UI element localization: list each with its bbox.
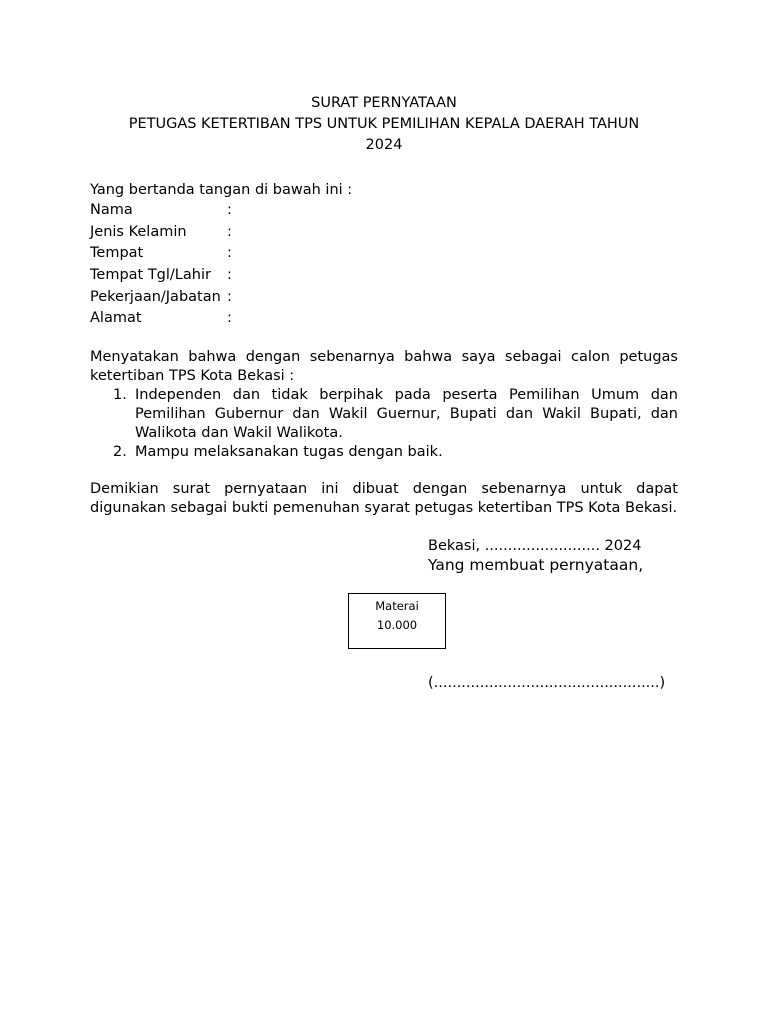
list-item [90,443,678,462]
field-row-tempat [90,243,490,265]
field-label: Tempat Tgl/Lahir [90,267,211,284]
field-label: Jenis Kelamin [90,223,187,240]
list-text: Independen dan tidak berpihak pada peserta Pemilihan Umum dan Pemilihan Gubernur dan Wakil Guernur, Bupati dan Wakil Bupati, dan Walikota dan Wakil Walikota. [135,387,678,441]
title-line-3: 2024 [365,137,403,153]
signature-maker-label: Yang membuat pernyataan, [428,556,644,574]
field-label: Alamat [90,310,142,327]
field-label: Tempat [90,245,144,262]
field-row-tempat-tgl-lahir [90,265,490,287]
title-line-1: SURAT PERNYATAAN [311,95,457,111]
field-colon: : [227,245,232,262]
identity-fields [90,200,490,330]
signature-name-placeholder: (.................................................) [428,675,666,691]
intro-text: Yang bertanda tangan di bawah ini : [90,182,353,198]
list-number-text: 1. [113,387,127,403]
statement-points-list [90,386,678,462]
list-number [90,443,135,462]
field-colon: : [227,202,232,219]
list-text: Mampu melaksanakan tugas dengan baik. [135,444,443,460]
list-number-text: 2. [113,444,127,460]
statement-paragraph: Menyatakan bahwa dengan sebenarnya bahwa saya sebagai calon petugas ketertiban TPS Kota Bekasi : [90,349,678,384]
field-colon: : [227,223,232,240]
stamp-value: 10.000 [376,618,418,632]
document-title [90,93,678,156]
stamp-label: Materai [375,599,419,613]
field-colon: : [227,267,232,284]
closing-paragraph: Demikian surat pernyataan ini dibuat dengan sebenarnya untuk dapat digunakan sebagai bukti pemenuhan syarat petugas ketertiban TPS Kota Bekasi. [90,481,678,516]
field-row-jenis-kelamin [90,222,490,244]
field-label: Nama [90,202,133,219]
list-item [90,386,678,443]
field-colon: : [227,288,232,305]
field-colon: : [227,310,232,327]
title-line-2: PETUGAS KETERTIBAN TPS UNTUK PEMILIHAN KEPALA DAERAH TAHUN [128,116,640,132]
list-number [90,386,135,443]
field-label: Pekerjaan/Jabatan [90,288,221,305]
signature-place-date: Bekasi, ......................... 2024 [428,538,642,554]
field-row-alamat [90,308,490,330]
field-row-pekerjaan-jabatan [90,286,490,308]
field-row-nama [90,200,490,222]
materai-stamp-box [348,593,446,649]
